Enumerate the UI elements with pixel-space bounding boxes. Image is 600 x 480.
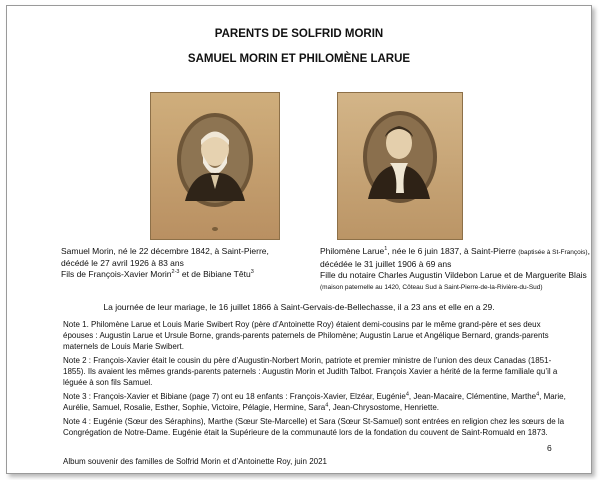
album-page (6, 5, 592, 474)
note-text: , Marie, Aurélie, Samuel, Rosalie, Esther, Sophie, Victoire, Pélagie, Hermine, Sara (63, 392, 566, 412)
page-footer: Album souvenir des familles de Solfrid Morin et d’Antoinette Roy, juin 2021 (63, 457, 327, 466)
portrait-philomene-larue (337, 92, 463, 240)
note-1: Note 1. Philomène Larue et Louis Marie Swibert Roy (père d’Antoinette Roy) étaient demi-cousins par le même grand-père et ses deux épouses : Augustin Larue et Ursule Borne, grands-parents paternels de Philomène; Augustin Larue et Angélique Bernard, grands-parents maternels de Louis Marie Swibert. (63, 320, 549, 351)
footnote-ref: 4 (405, 391, 409, 398)
caption-text: et de Bibiane Têtu (179, 269, 251, 279)
footnote-ref: 3 (250, 269, 254, 276)
baptism-note: (baptisée à St-François) (518, 249, 588, 256)
wedding-statement: La journée de leur mariage, le 16 juillet 1866 à Saint-Gervais-de-Bellechasse, il a 23 ans et elle en a 29. (103, 302, 495, 312)
note-2: Note 2 : François-Xavier était le cousin du père d’Augustin-Norbert Morin, patriote et premier ministre de l’union des deux Canadas (1851-1855). Ils avaient les mêmes grands-parents paternels : Augustin Morin et Judith Talbot. François Xavier a hérité de la ferme familiale qu’il a léguée à son fils Samuel. (63, 356, 558, 387)
footnote-ref: 2-3 (171, 269, 180, 276)
caption-text: , (587, 246, 590, 256)
caption-samuel-birth: Samuel Morin, né le 22 décembre 1842, à Saint-Pierre, (61, 246, 269, 256)
page-number: 6 (547, 443, 552, 453)
caption-text: Philomène Larue (320, 246, 385, 256)
page-title: PARENTS DE SOLFRID MORIN (214, 28, 384, 40)
caption-philomene-house: (maison paternelle au 1420, Côteau Sud à Saint-Pierre-de-la-Rivière-du-Sud) (320, 283, 543, 291)
caption-samuel-parents (61, 269, 269, 281)
footnote-ref: 1 (384, 246, 388, 253)
note-4: Note 4 : Eugénie (Sœur des Séraphins), Marthe (Sœur Ste-Marcelle) et Sara (Sœur St-Samuel) sont entrées en religion chez les sœurs de la Congrégation de Notre-Dame. Eugénie était la Supérieure de la communauté lors de la fondation du couvent de Saint-Romuald en 1873. (63, 417, 565, 437)
notes-section (63, 319, 569, 441)
caption-philomene-birth (320, 246, 590, 259)
note-text: , Jean-Chrysostome, Henriette. (328, 403, 439, 412)
portrait-samuel-morin (150, 92, 280, 240)
page-subtitle: SAMUEL MORIN ET PHILOMÈNE LARUE (187, 53, 411, 65)
caption-philomene (320, 246, 590, 293)
caption-philomene-parents: Fille du notaire Charles Augustin Vildebon Larue et de Marguerite Blais (320, 270, 587, 280)
caption-text: , née le 6 juin 1837, à Saint-Pierre (387, 246, 519, 256)
caption-samuel (61, 246, 269, 281)
note-3 (63, 391, 569, 413)
footnote-ref: 4 (536, 391, 540, 398)
caption-text: Fils de François-Xavier Morin (61, 269, 172, 279)
caption-samuel-death: décédé le 27 avril 1926 à 83 ans (61, 257, 184, 268)
note-text: Note 3 : François-Xavier et Bibiane (page 7) ont eu 18 enfants : François-Xavier, Elzéar, Eugénie (63, 392, 406, 401)
note-text: , Jean-Macaire, Clémentine, Marthe (408, 392, 537, 401)
caption-philomene-death: décédée le 31 juillet 1906 à 69 ans (320, 258, 452, 269)
footnote-ref: 4 (325, 402, 329, 409)
